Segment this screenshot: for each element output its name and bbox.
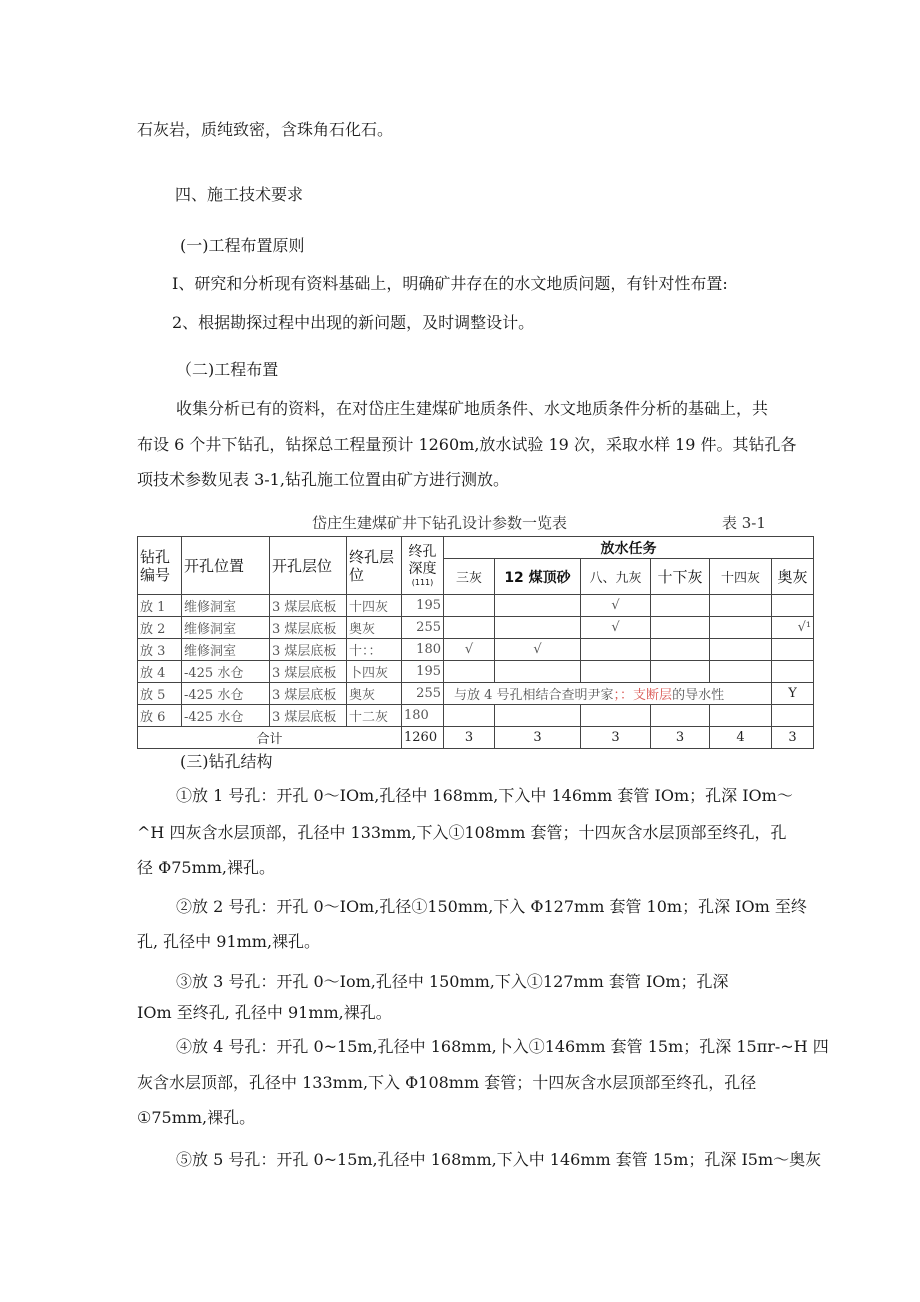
cell-depth: 195 (402, 661, 444, 683)
header-depth (402, 537, 444, 595)
cell-task4 (651, 661, 710, 683)
cell-task6 (772, 661, 814, 683)
cell-task1 (444, 661, 495, 683)
cell-task5 (710, 661, 772, 683)
cell-task2 (495, 705, 581, 727)
cell-task1 (444, 617, 495, 639)
cell-task6: √¹ (772, 617, 814, 639)
cell-task5 (710, 705, 772, 727)
header-task-89hui: 八、九灰 (581, 559, 651, 595)
cell-task6 (772, 595, 814, 617)
cell-location: -425 水仓 (182, 705, 270, 727)
cell-total-label: 合计 (138, 727, 402, 749)
cell-task1 (444, 705, 495, 727)
header-depth-line2: 深度 (408, 561, 437, 577)
hole3-line1: ③放 3 号孔：开孔 0～Iom,孔径中 150mm,下入①127mm 套管 IOm；孔深 (176, 972, 729, 991)
cell-location: 维修洞室 (182, 595, 270, 617)
cell-id: 放 3 (138, 639, 182, 661)
table-row (138, 595, 814, 617)
cell-id: 放 6 (138, 705, 182, 727)
header-end-layer-line2: 位 (349, 565, 365, 584)
cell-task3: √ (581, 617, 651, 639)
header-depth-unit: (111) (411, 578, 434, 587)
cell-task2 (495, 617, 581, 639)
cell-id: 放 4 (138, 661, 182, 683)
cell-end-layer: 奥灰 (347, 617, 402, 639)
header-drainage-tasks: 放水任务 (444, 537, 814, 559)
header-end-layer (347, 537, 402, 595)
cell-task2 (495, 595, 581, 617)
header-borehole-id (138, 537, 182, 595)
cell-total-task2: 3 (495, 727, 581, 749)
header-start-layer: 开孔层位 (270, 537, 347, 595)
cell-start-layer: 3 煤层底板 (270, 683, 347, 705)
table-total-row (138, 727, 814, 749)
cell-depth: 195 (402, 595, 444, 617)
cell-depth: 255 (402, 617, 444, 639)
hole4-line3: ①75mm,裸孔。 (137, 1108, 256, 1127)
cell-task4 (651, 639, 710, 661)
header-task-10xia: 十下灰 (651, 559, 710, 595)
table-row (138, 617, 814, 639)
hole2-line2: 孔, 孔径中 91mm,裸孔。 (137, 932, 321, 951)
table-caption: 岱庄生建煤矿井下钻孔设计参数一览表 (312, 514, 568, 532)
rule-1: I、研究和分析现有资料基础上，明确矿井存在的水文地质问题，有针对性布置: (172, 274, 728, 293)
cell-end-layer: 十二灰 (347, 705, 402, 727)
table-row (138, 639, 814, 661)
cell-task3 (581, 639, 651, 661)
body-line-2: 布设 6 个井下钻孔，钻探总工程量预计 1260m,放水试验 19 次，采取水样 19 件。其钻孔各 (137, 435, 797, 454)
cell-task3: √ (581, 595, 651, 617)
hole1-line2: ^H 四灰含水层顶部，孔径中 133mm,下入①108mm 套管；十四灰含水层顶部至终孔，孔 (137, 823, 787, 842)
rule-2: 2、根据勘探过程中出现的新问题，及时调整设计。 (172, 313, 535, 332)
body-line-3: 项技术参数见表 3-1,钻孔施工位置由矿方进行测放。 (137, 470, 509, 489)
cell-depth: 180 (402, 705, 444, 727)
header-task-3hui: 三灰 (444, 559, 495, 595)
cell-task6 (772, 639, 814, 661)
subsection-title-borehole-structure: (三)钻孔结构 (180, 752, 273, 771)
header-location: 开孔位置 (182, 537, 270, 595)
borehole-parameter-table (137, 536, 814, 749)
table-row (138, 705, 814, 727)
note-text-a: 与放 4 号孔相结合查明尹家 (454, 688, 614, 703)
cell-total-task1: 3 (444, 727, 495, 749)
cell-start-layer: 3 煤层底板 (270, 595, 347, 617)
cell-task3 (581, 661, 651, 683)
cell-task4 (651, 705, 710, 727)
cell-location: -425 水仓 (182, 661, 270, 683)
cell-end-layer: 卜四灰 (347, 661, 402, 683)
hole1-line1: ①放 1 号孔：开孔 0～IOm,孔径中 168mm,下入中 146mm 套管 IOm；孔深 IOm～ (176, 786, 793, 805)
cell-end-layer: 十：： (347, 639, 402, 661)
cell-total-task3: 3 (581, 727, 651, 749)
table-row (138, 661, 814, 683)
body-line-1: 收集分析已有的资料，在对岱庄生建煤矿地质条件、水文地质条件分析的基础上，共 (176, 399, 769, 418)
cell-task1: √ (444, 639, 495, 661)
cell-task4 (651, 617, 710, 639)
cell-start-layer: 3 煤层底板 (270, 617, 347, 639)
cell-end-layer: 十四灰 (347, 595, 402, 617)
cell-total-task5: 4 (710, 727, 772, 749)
note-text-c: 的导水性 (672, 688, 725, 703)
cell-location: 维修洞室 (182, 639, 270, 661)
cell-total-task6: 3 (772, 727, 814, 749)
cell-task2: √ (495, 639, 581, 661)
cell-start-layer: 3 煤层底板 (270, 661, 347, 683)
hole4-line2: 灰含水层顶部，孔径中 133mm,下入 Φ108mm 套管；十四灰含水层顶部至终孔，孔径 (137, 1073, 757, 1092)
subsection-title-layout: （二)工程布置 (176, 360, 279, 379)
cell-row5-note (444, 683, 772, 705)
table-row (138, 683, 814, 705)
cell-task5 (710, 617, 772, 639)
header-end-layer-line1: 终孔层 (349, 547, 395, 566)
cell-id: 放 2 (138, 617, 182, 639)
cell-end-layer: 奥灰 (347, 683, 402, 705)
header-task-14hui: 十四灰 (710, 559, 772, 595)
cell-start-layer: 3 煤层底板 (270, 705, 347, 727)
cell-task2 (495, 661, 581, 683)
cell-total-task4: 3 (651, 727, 710, 749)
cell-id: 放 5 (138, 683, 182, 705)
cell-task5 (710, 639, 772, 661)
cell-task4 (651, 595, 710, 617)
cell-task6: Y (772, 683, 814, 705)
paragraph-limestone: 石灰岩，质纯致密，含珠角石化石。 (137, 120, 394, 139)
header-id-line2: 编号 (140, 565, 171, 584)
cell-start-layer: 3 煤层底板 (270, 639, 347, 661)
cell-task6 (772, 705, 814, 727)
header-task-ordovician: 奥灰 (772, 559, 814, 595)
section-title-construction-requirements: 四、施工技术要求 (175, 185, 304, 204)
note-text-b: ；：支断层 (613, 688, 673, 703)
hole2-line1: ②放 2 号孔：开孔 0～IOm,孔径①150mm,下入 Φ127mm 套管 10m；孔深 IOm 至终 (176, 897, 807, 916)
subsection-title-layout-principles: (一)工程布置原则 (180, 236, 305, 255)
cell-location: -425 水仓 (182, 683, 270, 705)
hole3-line2: IOm 至终孔, 孔径中 91mm,裸孔。 (137, 1003, 392, 1022)
hole1-line3: 径 Φ75mm,裸孔。 (137, 858, 275, 877)
cell-task3 (581, 705, 651, 727)
cell-task5 (710, 595, 772, 617)
hole4-line1: ④放 4 号孔：开孔 0~15m,孔径中 168mm,卜入①146mm 套管 15m；孔深 15πr-~H 四 (176, 1037, 829, 1056)
header-depth-line1: 终孔 (408, 544, 437, 560)
cell-task1 (444, 595, 495, 617)
cell-depth: 180 (402, 639, 444, 661)
cell-depth: 255 (402, 683, 444, 705)
header-task-12coal-sandstone: 12 煤顶砂 (495, 559, 581, 595)
header-id-line1: 钻孔 (140, 547, 171, 566)
cell-total-depth: 1260 (402, 727, 444, 749)
cell-location: 维修洞室 (182, 617, 270, 639)
hole5-line1: ⑤放 5 号孔：开孔 0~15m,孔径中 168mm,下入中 146mm 套管 15m；孔深 I5m～奥灰 (176, 1150, 822, 1169)
cell-id: 放 1 (138, 595, 182, 617)
table-number: 表 3-1 (722, 514, 766, 532)
